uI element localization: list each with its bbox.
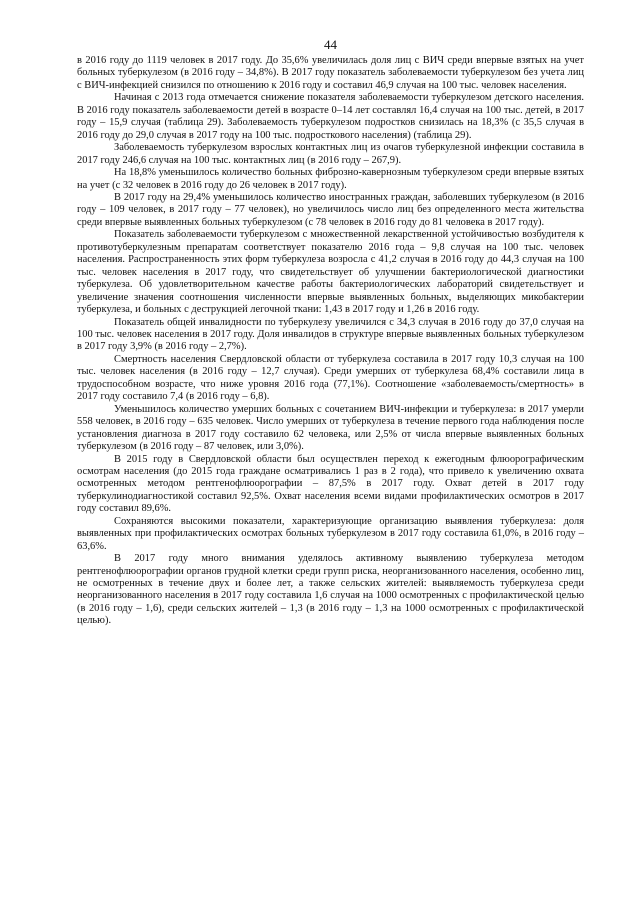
paragraph: Начиная с 2013 года отмечается снижение показателя заболеваемости туберкулезом детского населения. В 2016 году показатель заболеваемости детей в возрасте 0–14 лет составлял 16,4 случая на 100 тыс. детей, в 2017 году – 15,9 случая (таблица 29). Заболеваемость туберкулезом подростков снизилась на 18,3% (с 35,5 случая в 2016 году до 29,0 случая в 2017 году на 100 тыс. подросткового населения) (таблица 29). — [77, 92, 584, 141]
paragraph: Показатель заболеваемости туберкулезом с множественной лекарственной устойчивостью возбудителя к противотуберкулезным препаратам соответствует показателю 2016 года – 9,8 случая на 100 тыс. человек населения. Распространенность этих форм туберкулеза возросла с 41,2 случая в 2016 году до 44,3 случая на 100 тыс. человек населения в 2017 году, что свидетельствует об улучшении бактериологической диагностики туберкулеза. Об удовлетворительном качестве работы бактериологических лабораторий свидетельствует и увеличение значения соотношения численности впервые выявленных больных, выделяющих микобактерии туберкулеза, и больных с деструкцией легочной ткани: 1,43 в 2017 году и 1,26 в 2016 году. — [77, 229, 584, 316]
paragraph: В 2017 году на 29,4% уменьшилось количество иностранных граждан, заболевших туберкулезом (в 2016 году – 109 человек, в 2017 году – 77 человек), но увеличилось число лиц без определенного места жительства среди впервые выявленных больных туберкулезом (с 78 человек в 2016 году до 81 человека в 2017 году). — [77, 191, 584, 228]
paragraph: Показатель общей инвалидности по туберкулезу увеличился с 34,3 случая в 2016 году до 37,0 случая на 100 тыс. человек населения в 2017 году. Доля инвалидов в структуре впервые выявленных больных туберкулезом в 2017 году 3,9% (в 2016 году – 2,7%). — [77, 316, 584, 353]
paragraph: Сохраняются высокими показатели, характеризующие организацию выявления туберкулеза: доля выявленных при профилактических осмотрах больных туберкулезом в 2017 году составила 61,0%, в 2016 году – 63,6%. — [77, 515, 584, 552]
paragraph: В 2015 году в Свердловской области был осуществлен переход к ежегодным флюорографическим осмотрам населения (до 2015 года граждане осматривались 1 раз в 2 года), что привело к увеличению охвата осмотренных методом рентгенофлюорографии – 87,5% в 2017 году. Охват детей в 2017 году туберкулинодиагностикой составил 92,5%. Охват населения всеми видами профилактических осмотров в 2017 году составил 89,6%. — [77, 453, 584, 515]
page-number: 44 — [324, 37, 337, 52]
paragraph: В 2017 году много внимания уделялось активному выявлению туберкулеза методом рентгенофлюорографии органов грудной клетки среди групп риска, неорганизованного населения, особенно лиц, не осмотренных в течение двух и более лет, а также сельских жителей: выявляемость туберкулеза среди неорганизованного населения в 2017 году составила 1,6 случая на 1000 осмотренных с профилактической целью (в 2016 году – 1,6), среди сельских жителей – 1,3 (в 2016 году – 1,3 на 1000 осмотренных с профилактической целью). — [77, 553, 584, 627]
paragraph: Заболеваемость туберкулезом взрослых контактных лиц из очагов туберкулезной инфекции составила в 2017 году 246,6 случая на 100 тыс. контактных лиц (в 2016 году – 267,9). — [77, 142, 584, 166]
paragraph: На 18,8% уменьшилось количество больных фиброзно-кавернозным туберкулезом среди впервые взятых на учет (с 32 человек в 2016 году до 26 человек в 2017 году). — [77, 167, 584, 191]
paragraph: в 2016 году до 1119 человек в 2017 году. До 35,6% увеличилась доля лиц с ВИЧ среди впервые взятых на учет больных туберкулезом (в 2016 году – 34,8%). В 2017 году показатель заболеваемости туберкулезом без учета лиц с ВИЧ-инфекцией снизился по отношению к 2016 году и составил 46,9 случая на 100 тыс. человек населения. — [77, 55, 584, 91]
paragraph: Смертность населения Свердловской области от туберкулеза составила в 2017 году 10,3 случая на 100 тыс. человек населения (в 2016 году – 12,7 случая). Среди умерших от туберкулеза 68,4% составили лица в трудоспособном возрасте, что ниже уровня 2016 года (77,1%). Соотношение «заболеваемость/смертность» в 2017 году составило 7,4 (в 2016 году – 6,8). — [77, 353, 584, 403]
paragraph: Уменьшилось количество умерших больных с сочетанием ВИЧ-инфекции и туберкулеза: в 2017 умерли 558 человек, в 2016 году – 635 человек. Число умерших от туберкулеза в течение первого года наблюдения после установления диагноза в 2017 году составило 62 человека, или 2,5% от числа впервые выявленных больных туберкулезом (в 2016 году – 87 человек, или 3,0%). — [77, 403, 584, 453]
